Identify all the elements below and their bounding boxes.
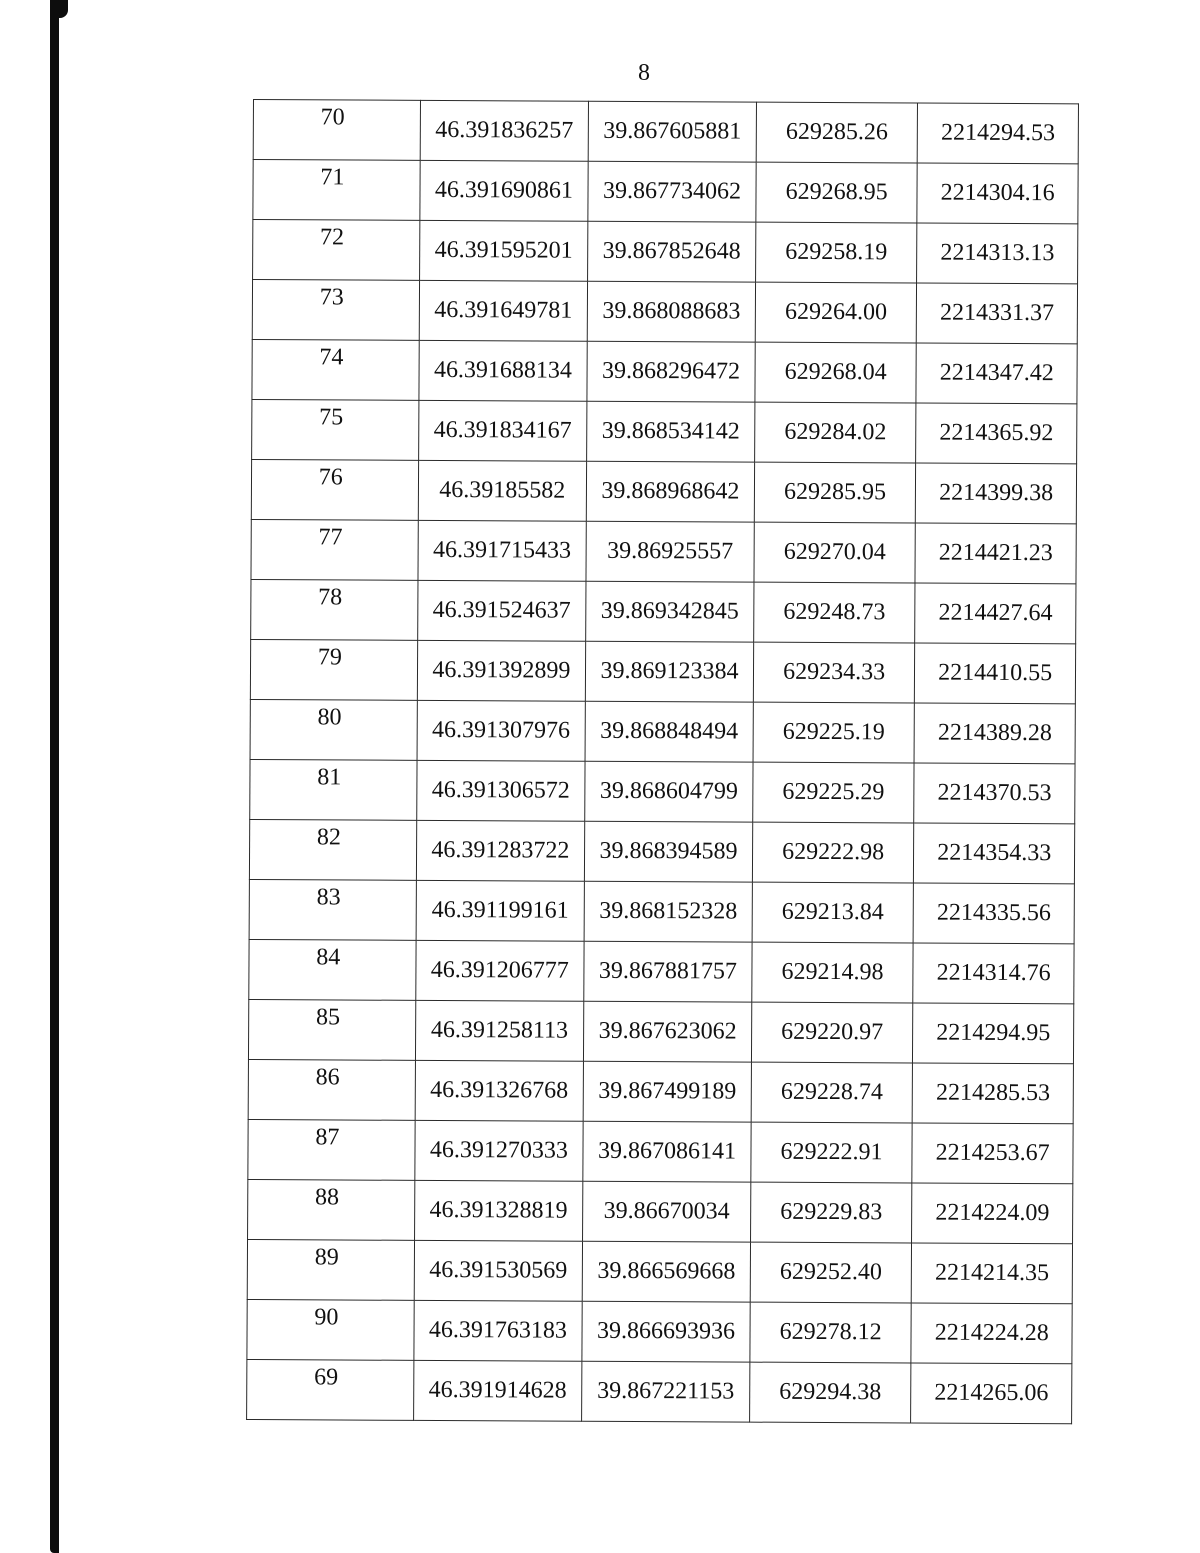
value-cell-4: 2214294.53 [918,103,1079,164]
value-cell-4: 2214354.33 [914,823,1075,884]
value-cell-1: 46.391595201 [419,220,588,281]
value-cell-1: 46.391326768 [415,1060,584,1121]
point-number-cell [253,160,420,221]
point-number: 77 [318,524,343,551]
point-number-cell [248,1119,415,1180]
value-cell-2: 39.86670034 [583,1181,751,1242]
point-number-cell [252,280,419,341]
point-number-cell [252,399,419,460]
point-number: 82 [316,824,341,851]
point-number-cell [251,459,418,520]
value-cell-2: 39.866569668 [582,1241,750,1302]
value-cell-2: 39.867881757 [584,941,752,1002]
point-number: 78 [318,584,343,611]
coordinate-table-body [247,100,1079,1424]
table-row [251,519,1076,583]
table-row [251,579,1076,643]
value-cell-3: 629268.04 [755,342,917,403]
value-cell-3: 629225.19 [753,702,915,763]
value-cell-1: 46.391307976 [417,700,586,761]
value-cell-1: 46.391392899 [417,640,586,701]
value-cell-4: 2214224.09 [912,1183,1073,1244]
value-cell-3: 629278.12 [750,1302,912,1363]
point-number-cell [247,1239,414,1300]
table-row [249,819,1074,883]
point-number: 90 [314,1304,339,1331]
point-number: 74 [319,344,344,371]
value-cell-4: 2214285.53 [913,1063,1074,1124]
value-cell-3: 629258.19 [755,222,917,283]
value-cell-4: 2214335.56 [913,883,1074,944]
value-cell-1: 46.391206777 [415,940,584,1001]
point-number-cell [249,939,416,1000]
table-row [253,100,1078,164]
table-row [247,1299,1072,1363]
value-cell-1: 46.391914628 [413,1360,582,1421]
value-cell-2: 39.867852648 [588,221,756,282]
point-number-cell [248,1059,415,1120]
value-cell-2: 39.869123384 [586,641,754,702]
value-cell-3: 629214.98 [752,942,914,1003]
value-cell-4: 2214370.53 [914,763,1075,824]
value-cell-2: 39.866693936 [582,1301,750,1362]
value-cell-1: 46.391715433 [418,520,587,581]
table-row [249,939,1074,1003]
point-number: 73 [319,284,344,311]
point-number-cell [247,1299,414,1360]
table-row [252,339,1077,403]
value-cell-4: 2214347.42 [916,343,1077,404]
value-cell-4: 2214224.28 [911,1303,1072,1364]
point-number-cell [251,519,418,580]
point-number: 80 [317,704,342,731]
value-cell-3: 629225.29 [753,762,915,823]
value-cell-3: 629248.73 [753,582,915,643]
value-cell-2: 39.868848494 [585,701,753,762]
value-cell-3: 629268.95 [756,162,918,223]
coordinate-table [246,99,1079,1424]
value-cell-3: 629222.91 [751,1122,913,1183]
value-cell-2: 39.868152328 [584,881,752,942]
table-row [252,399,1077,463]
value-cell-2: 39.867086141 [583,1121,751,1182]
value-cell-4: 2214365.92 [916,403,1077,464]
value-cell-3: 629285.26 [756,102,918,163]
value-cell-2: 39.86925557 [586,521,754,582]
point-number-cell [250,699,417,760]
point-number-cell [249,879,416,940]
point-number: 70 [320,104,345,131]
value-cell-1: 46.391688134 [419,340,588,401]
value-cell-1: 46.39185582 [418,460,587,521]
table-row [250,759,1075,823]
point-number: 72 [320,224,345,251]
value-cell-4: 2214253.67 [912,1123,1073,1184]
value-cell-2: 39.869342845 [586,581,754,642]
point-number: 86 [315,1064,340,1091]
value-cell-2: 39.867605881 [588,101,756,162]
point-number-cell [248,1179,415,1240]
point-number-cell [247,1359,414,1420]
value-cell-1: 46.391649781 [419,280,588,341]
value-cell-4: 2214314.76 [913,943,1074,1004]
point-number: 71 [320,164,345,191]
point-number: 83 [316,884,341,911]
table-row [248,1179,1073,1243]
value-cell-4: 2214304.16 [917,163,1078,224]
value-cell-2: 39.868604799 [585,761,753,822]
value-cell-3: 629213.84 [752,882,914,943]
table-row [251,459,1076,523]
point-number-cell [253,220,420,281]
value-cell-1: 46.391306572 [416,760,585,821]
value-cell-4: 2214399.38 [916,463,1077,524]
value-cell-2: 39.868534142 [587,401,755,462]
value-cell-2: 39.868394589 [585,821,753,882]
value-cell-4: 2214313.13 [917,223,1078,284]
table-row [252,280,1077,344]
value-cell-1: 46.391834167 [418,400,587,461]
point-number-cell [250,639,417,700]
value-cell-3: 629234.33 [753,642,915,703]
value-cell-1: 46.391690861 [419,160,588,221]
table-row [249,879,1074,943]
value-cell-3: 629228.74 [751,1062,913,1123]
table-row [248,999,1073,1063]
value-cell-2: 39.868968642 [586,461,754,522]
table-row [250,639,1075,703]
value-cell-4: 2214410.55 [915,643,1076,704]
point-number-cell [252,339,419,400]
point-number: 79 [317,644,342,671]
value-cell-3: 629252.40 [750,1242,912,1303]
scan-edge-top [54,0,68,18]
value-cell-3: 629264.00 [755,282,917,343]
value-cell-3: 629294.38 [749,1362,911,1423]
table-row [253,220,1078,284]
table-row [253,160,1078,224]
value-cell-4: 2214331.37 [917,283,1078,344]
value-cell-1: 46.391530569 [414,1240,583,1301]
value-cell-1: 46.391283722 [416,820,585,881]
value-cell-3: 629229.83 [750,1182,912,1243]
point-number: 88 [314,1184,340,1211]
scan-edge [50,0,59,1553]
value-cell-3: 629285.95 [754,462,916,523]
value-cell-2: 39.868088683 [587,281,755,342]
value-cell-4: 2214421.23 [915,523,1076,584]
value-cell-4: 2214294.95 [913,1003,1074,1064]
value-cell-3: 629270.04 [754,522,916,583]
value-cell-1: 46.391328819 [414,1180,583,1241]
value-cell-4: 2214389.28 [914,703,1075,764]
point-number-cell [250,759,417,820]
table-row [250,699,1075,763]
table-row [248,1119,1073,1183]
value-cell-1: 46.391524637 [417,580,586,641]
value-cell-4: 2214427.64 [915,583,1076,644]
point-number: 87 [315,1124,340,1151]
value-cell-3: 629220.97 [751,1002,913,1063]
value-cell-1: 46.391836257 [420,100,589,161]
value-cell-4: 2214265.06 [911,1363,1072,1424]
point-number: 81 [317,764,342,791]
value-cell-1: 46.391258113 [415,1000,584,1061]
point-number: 84 [316,944,341,971]
table-row [247,1239,1072,1303]
table-row [247,1359,1072,1423]
value-cell-2: 39.868296472 [587,341,755,402]
point-number-cell [251,579,418,640]
value-cell-2: 39.867623062 [584,1001,752,1062]
value-cell-1: 46.391270333 [414,1120,583,1181]
point-number: 89 [314,1244,339,1271]
value-cell-4: 2214214.35 [912,1243,1073,1304]
value-cell-1: 46.391763183 [413,1300,582,1361]
value-cell-3: 629284.02 [754,402,916,463]
point-number: 76 [318,464,343,491]
value-cell-2: 39.867221153 [582,1361,750,1422]
point-number: 75 [319,404,344,431]
point-number-cell [248,999,415,1060]
point-number: 69 [314,1364,339,1391]
value-cell-3: 629222.98 [752,822,914,883]
point-number-cell [253,100,420,161]
value-cell-1: 46.391199161 [416,880,585,941]
point-number-cell [249,819,416,880]
value-cell-2: 39.867734062 [588,161,756,222]
table-row [248,1059,1073,1123]
page-number: 8 [638,60,650,86]
value-cell-2: 39.867499189 [583,1061,751,1122]
point-number: 85 [315,1004,341,1031]
